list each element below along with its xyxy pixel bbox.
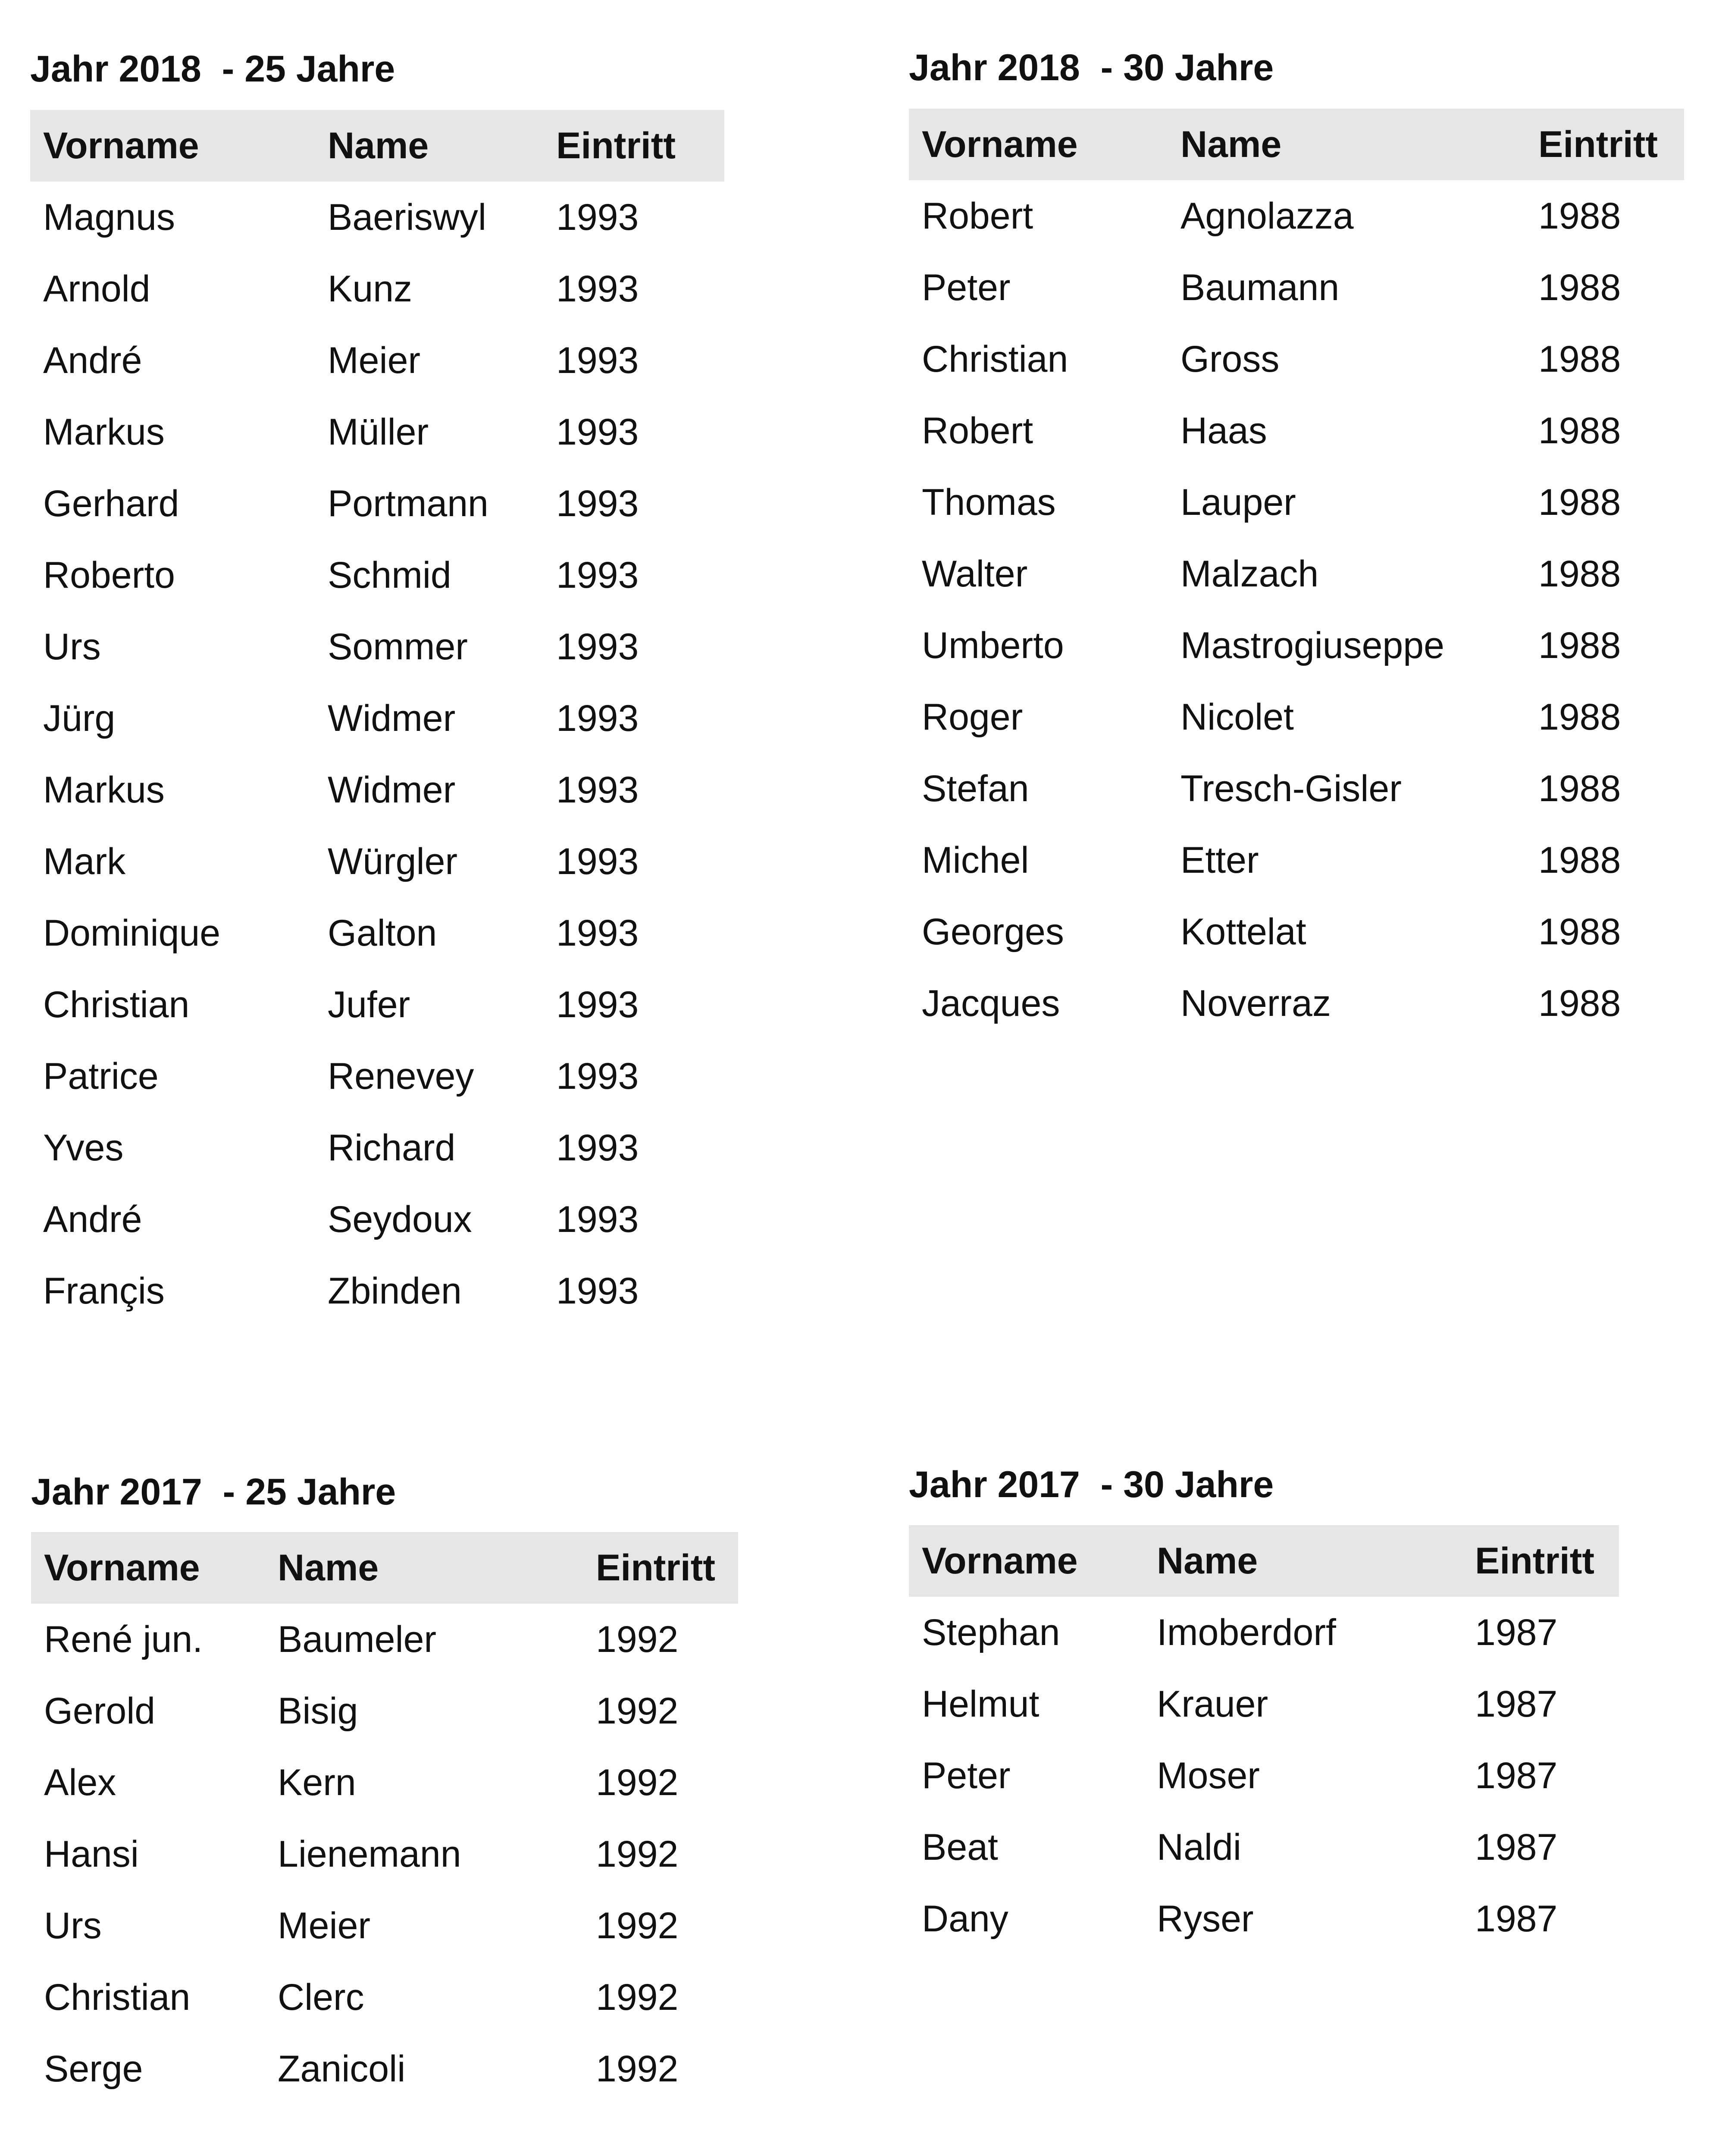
entry-year-cell: 1992 [596, 1762, 679, 1803]
table-row [909, 610, 1684, 681]
entry-year-cell: 1987 [1475, 1827, 1558, 1868]
entry-year-cell: 1988 [1538, 410, 1621, 451]
first-name-cell: Christian [44, 1977, 191, 2018]
entry-year-cell: 1992 [596, 1905, 679, 1946]
column-header-vorname: Vorname [909, 1525, 1144, 1597]
column-header-vorname: Vorname [31, 1532, 265, 1604]
column-header-vorname: Vorname [30, 110, 315, 182]
column-header-name: Name [1168, 109, 1525, 180]
section-2017-30-jahre [909, 1463, 1619, 1955]
entry-year-cell: 1993 [556, 698, 639, 739]
table-row [30, 1184, 724, 1255]
column-header-vorname: Vorname [909, 109, 1168, 180]
table-row [909, 896, 1684, 968]
table-row [30, 1040, 724, 1112]
first-name-cell: Jacques [922, 983, 1060, 1024]
last-name-cell: Malzach [1180, 553, 1319, 595]
first-name-cell: Stephan [922, 1612, 1060, 1653]
column-header-eintritt: Eintritt [1525, 109, 1684, 180]
table-row [31, 1747, 738, 1818]
table-row [909, 681, 1684, 753]
last-name-cell: Portmann [328, 483, 488, 524]
entry-year-cell: 1992 [596, 1619, 679, 1660]
first-name-cell: Peter [922, 1755, 1011, 1796]
first-name-cell: Helmut [922, 1683, 1040, 1725]
entry-year-cell: 1988 [1538, 983, 1621, 1024]
entry-year-cell: 1993 [556, 626, 639, 667]
last-name-cell: Zanicoli [278, 2048, 406, 2090]
entry-year-cell: 1993 [556, 1199, 639, 1240]
first-name-cell: Markus [43, 411, 165, 453]
entry-year-cell: 1993 [556, 411, 639, 453]
entry-year-cell: 1992 [596, 2048, 679, 2090]
table-row [31, 1604, 738, 1675]
table-header-row [909, 109, 1684, 180]
first-name-cell: Françis [43, 1270, 165, 1312]
first-name-cell: Robert [922, 195, 1033, 237]
table-row [30, 897, 724, 969]
table-row [30, 683, 724, 754]
last-name-cell: Würgler [328, 841, 458, 882]
first-name-cell: Arnold [43, 268, 150, 310]
entry-year-cell: 1993 [556, 340, 639, 381]
entry-year-cell: 1988 [1538, 911, 1621, 953]
entry-year-cell: 1988 [1538, 267, 1621, 308]
first-name-cell: Michel [922, 840, 1029, 881]
table-row [30, 468, 724, 539]
column-header-name: Name [1144, 1525, 1462, 1597]
last-name-cell: Imoberdorf [1157, 1612, 1336, 1653]
entry-year-cell: 1993 [556, 1127, 639, 1169]
first-name-cell: Gerold [44, 1690, 156, 1732]
entry-year-cell: 1992 [596, 1833, 679, 1875]
table-row [31, 1962, 738, 2033]
table-row [909, 323, 1684, 395]
last-name-cell: Seydoux [328, 1199, 472, 1240]
entry-year-cell: 1993 [556, 555, 639, 596]
entry-year-cell: 1988 [1538, 840, 1621, 881]
entry-year-cell: 1988 [1538, 338, 1621, 380]
first-name-cell: André [43, 340, 142, 381]
anniversary-table [30, 110, 724, 1327]
table-row [30, 1112, 724, 1184]
table-row [31, 1675, 738, 1747]
last-name-cell: Schmid [328, 555, 451, 596]
first-name-cell: Peter [922, 267, 1011, 308]
table-row [31, 1890, 738, 1962]
last-name-cell: Tresch-Gisler [1180, 768, 1402, 809]
last-name-cell: Lienemann [278, 1833, 461, 1875]
anniversary-table [909, 1525, 1619, 1955]
table-row [30, 325, 724, 396]
table-row [30, 969, 724, 1040]
last-name-cell: Noverraz [1180, 983, 1331, 1024]
last-name-cell: Agnolazza [1180, 195, 1354, 237]
column-header-name: Name [315, 110, 543, 182]
last-name-cell: Widmer [328, 698, 456, 739]
table-row [30, 826, 724, 897]
last-name-cell: Müller [328, 411, 429, 453]
last-name-cell: Clerc [278, 1977, 364, 2018]
first-name-cell: Mark [43, 841, 126, 882]
last-name-cell: Kunz [328, 268, 413, 310]
first-name-cell: Roger [922, 696, 1023, 738]
first-name-cell: Roberto [43, 555, 175, 596]
first-name-cell: Stefan [922, 768, 1029, 809]
entry-year-cell: 1993 [556, 197, 639, 238]
table-header-row [31, 1532, 738, 1604]
column-header-name: Name [265, 1532, 583, 1604]
first-name-cell: Hansi [44, 1833, 139, 1875]
first-name-cell: Magnus [43, 197, 175, 238]
first-name-cell: Thomas [922, 482, 1056, 523]
table-row [30, 754, 724, 826]
first-name-cell: Walter [922, 553, 1028, 595]
column-header-eintritt: Eintritt [583, 1532, 738, 1604]
table-row [30, 611, 724, 683]
first-name-cell: Serge [44, 2048, 143, 2090]
last-name-cell: Bisig [278, 1690, 358, 1732]
entry-year-cell: 1988 [1538, 553, 1621, 595]
first-name-cell: Gerhard [43, 483, 179, 524]
table-row [909, 180, 1684, 252]
table-row [909, 824, 1684, 896]
entry-year-cell: 1988 [1538, 625, 1621, 666]
entry-year-cell: 1993 [556, 1056, 639, 1097]
table-row [909, 395, 1684, 467]
entry-year-cell: 1993 [556, 483, 639, 524]
last-name-cell: Etter [1180, 840, 1259, 881]
last-name-cell: Haas [1180, 410, 1267, 451]
entry-year-cell: 1992 [596, 1690, 679, 1732]
section-2017-25-jahre [31, 1470, 738, 2105]
entry-year-cell: 1987 [1475, 1755, 1558, 1796]
last-name-cell: Meier [278, 1905, 371, 1946]
last-name-cell: Moser [1157, 1755, 1260, 1796]
first-name-cell: Patrice [43, 1056, 159, 1097]
last-name-cell: Kottelat [1180, 911, 1306, 953]
table-row [31, 1818, 738, 1890]
entry-year-cell: 1993 [556, 268, 639, 310]
last-name-cell: Nicolet [1180, 696, 1294, 738]
last-name-cell: Naldi [1157, 1827, 1241, 1868]
last-name-cell: Widmer [328, 769, 456, 811]
column-header-eintritt: Eintritt [543, 110, 724, 182]
last-name-cell: Jufer [328, 984, 410, 1025]
first-name-cell: Jürg [43, 698, 116, 739]
first-name-cell: Robert [922, 410, 1033, 451]
anniversary-table [909, 109, 1684, 1039]
table-row [909, 753, 1684, 824]
section-2018-25-jahre [30, 47, 724, 1327]
table-row [30, 1255, 724, 1327]
section-title: Jahr 2017 - 30 Jahre [909, 1464, 1274, 1505]
last-name-cell: Baeriswyl [328, 197, 486, 238]
entry-year-cell: 1993 [556, 1270, 639, 1312]
table-header-row [30, 110, 724, 182]
entry-year-cell: 1987 [1475, 1612, 1558, 1653]
last-name-cell: Galton [328, 912, 437, 954]
first-name-cell: Christian [43, 984, 190, 1025]
last-name-cell: Sommer [328, 626, 468, 667]
entry-year-cell: 1988 [1538, 482, 1621, 523]
last-name-cell: Meier [328, 340, 421, 381]
last-name-cell: Zbinden [328, 1270, 462, 1312]
last-name-cell: Renevey [328, 1056, 474, 1097]
section-title: Jahr 2018 - 25 Jahre [30, 48, 395, 90]
first-name-cell: Dany [922, 1898, 1008, 1940]
table-row [909, 538, 1684, 610]
first-name-cell: Alex [44, 1762, 116, 1803]
entry-year-cell: 1992 [596, 1977, 679, 2018]
last-name-cell: Ryser [1157, 1898, 1254, 1940]
first-name-cell: Markus [43, 769, 165, 811]
table-row [909, 1811, 1619, 1883]
table-row [909, 1740, 1619, 1811]
table-row [909, 968, 1684, 1039]
table-row [30, 182, 724, 253]
table-row [31, 2033, 738, 2105]
table-row [909, 252, 1684, 323]
entry-year-cell: 1987 [1475, 1683, 1558, 1725]
table-header-row [909, 1525, 1619, 1597]
entry-year-cell: 1993 [556, 912, 639, 954]
table-row [909, 467, 1684, 538]
table-row [30, 396, 724, 468]
first-name-cell: Yves [43, 1127, 124, 1169]
column-header-eintritt: Eintritt [1462, 1525, 1619, 1597]
table-row [30, 253, 724, 325]
first-name-cell: André [43, 1199, 142, 1240]
last-name-cell: Mastrogiuseppe [1180, 625, 1444, 666]
table-row [30, 539, 724, 611]
entry-year-cell: 1993 [556, 841, 639, 882]
last-name-cell: Baumeler [278, 1619, 437, 1660]
first-name-cell: Urs [44, 1905, 102, 1946]
last-name-cell: Gross [1180, 338, 1280, 380]
last-name-cell: Kern [278, 1762, 356, 1803]
entry-year-cell: 1993 [556, 769, 639, 811]
first-name-cell: Christian [922, 338, 1068, 380]
first-name-cell: Urs [43, 626, 101, 667]
entry-year-cell: 1988 [1538, 696, 1621, 738]
section-2018-30-jahre [909, 46, 1684, 1039]
first-name-cell: Beat [922, 1827, 998, 1868]
section-title: Jahr 2018 - 30 Jahre [909, 47, 1274, 88]
first-name-cell: Dominique [43, 912, 221, 954]
entry-year-cell: 1987 [1475, 1898, 1558, 1940]
table-row [909, 1597, 1619, 1668]
section-title: Jahr 2017 - 25 Jahre [31, 1471, 396, 1513]
first-name-cell: Umberto [922, 625, 1064, 666]
table-row [909, 1883, 1619, 1955]
table-row [909, 1668, 1619, 1740]
entry-year-cell: 1988 [1538, 768, 1621, 809]
entry-year-cell: 1993 [556, 984, 639, 1025]
last-name-cell: Baumann [1180, 267, 1340, 308]
last-name-cell: Krauer [1157, 1683, 1268, 1725]
first-name-cell: René jun. [44, 1619, 203, 1660]
anniversary-table [31, 1532, 738, 2105]
entry-year-cell: 1988 [1538, 195, 1621, 237]
last-name-cell: Lauper [1180, 482, 1296, 523]
last-name-cell: Richard [328, 1127, 456, 1169]
first-name-cell: Georges [922, 911, 1064, 953]
